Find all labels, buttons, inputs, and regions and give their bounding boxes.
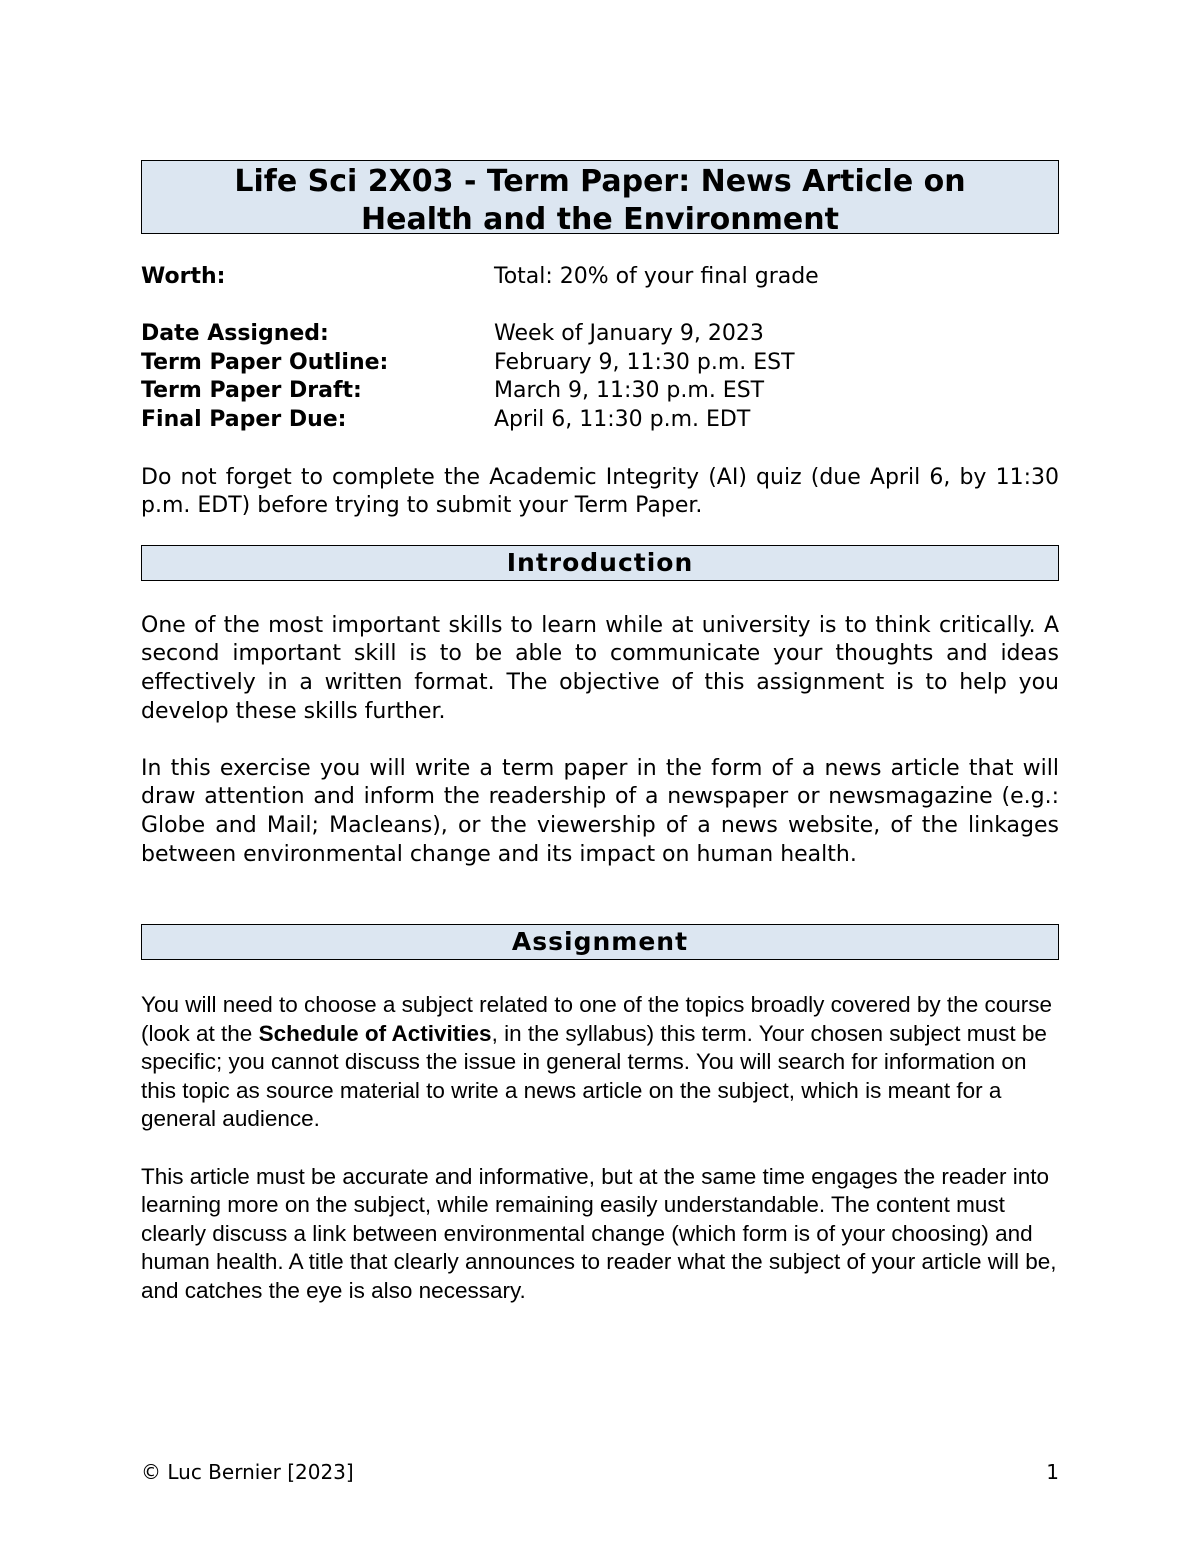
intro-paragraph-2: In this exercise you will write a term paper in the form of a news article that will draw attention and inform the readership of a newspaper or newsmagazine (e.g.: Globe and Mail; Macleans), or the viewership of a news website, of the linkages between environmental change and its impact on human health. <box>141 755 1059 867</box>
meta-row-worth <box>141 263 1059 292</box>
meta-row-draft <box>141 377 1059 406</box>
meta-value: Total: 20% of your final grade <box>494 264 819 289</box>
assignment-paragraph-2: This article must be accurate and informative, but at the same time engages the reader into learning more on the subject, while remaining easily understandable. The content must clearly discuss a link between environmental change (which form is of your choosing) and human health. A title that clearly announces to reader what the subject of your article will be, and catches the eye is also necessary. <box>141 1163 1057 1304</box>
copyright-notice: © Luc Bernier [2023] <box>141 1460 354 1484</box>
title-box <box>141 160 1059 237</box>
title-line-1: Life Sci 2X03 - Term Paper: News Article on <box>234 164 966 199</box>
intro-paragraph-1: One of the most important skills to learn while at university is to think critically. A second important skill is to be able to communicate your thoughts and ideas effectively in a written format. The objective of this assignment is to help you develop these skills further. <box>141 612 1059 724</box>
meta-label: Worth: <box>141 264 226 289</box>
meta-value: February 9, 11:30 p.m. EST <box>494 349 795 375</box>
meta-row-date-assigned <box>141 320 1059 349</box>
assignment-paragraph-1: You will need to choose a subject related to one of the topics broadly covered by the course (look at the Schedule of Activities, in the syllabus) this term. Your chosen subject must be specific; you cannot discuss the issue in general terms. You will search for information on this topic as source material to write a news article on the subject, which is meant for a general audience. <box>141 992 1052 1132</box>
meta-label: Date Assigned: <box>141 321 329 347</box>
page-footer <box>141 1460 1059 1484</box>
meta-row-final <box>141 406 1059 435</box>
meta-label: Term Paper Draft: <box>141 378 362 404</box>
document-page <box>141 160 1059 1306</box>
meta-value: April 6, 11:30 p.m. EDT <box>494 406 751 432</box>
meta-label: Term Paper Outline: <box>141 349 389 375</box>
meta-label: Final Paper Due: <box>141 406 347 432</box>
section-heading-introduction: Introduction <box>141 545 1059 581</box>
meta-row-outline <box>141 349 1059 378</box>
ai-quiz-reminder: Do not forget to complete the Academic Integrity (AI) quiz (due April 6, by 11:30 p.m. EDT) before trying to submit your Term Paper. <box>141 464 1059 519</box>
section-heading-assignment: Assignment <box>141 924 1059 960</box>
meta-value: Week of January 9, 2023 <box>494 321 764 347</box>
meta-value: March 9, 11:30 p.m. EST <box>494 378 765 404</box>
page-number: 1 <box>1046 1460 1059 1484</box>
title-line-2: Health and the Environment <box>361 202 839 237</box>
schedule-of-activities-ref: Schedule of Activities <box>258 1020 492 1046</box>
assignment-meta <box>141 263 1059 435</box>
